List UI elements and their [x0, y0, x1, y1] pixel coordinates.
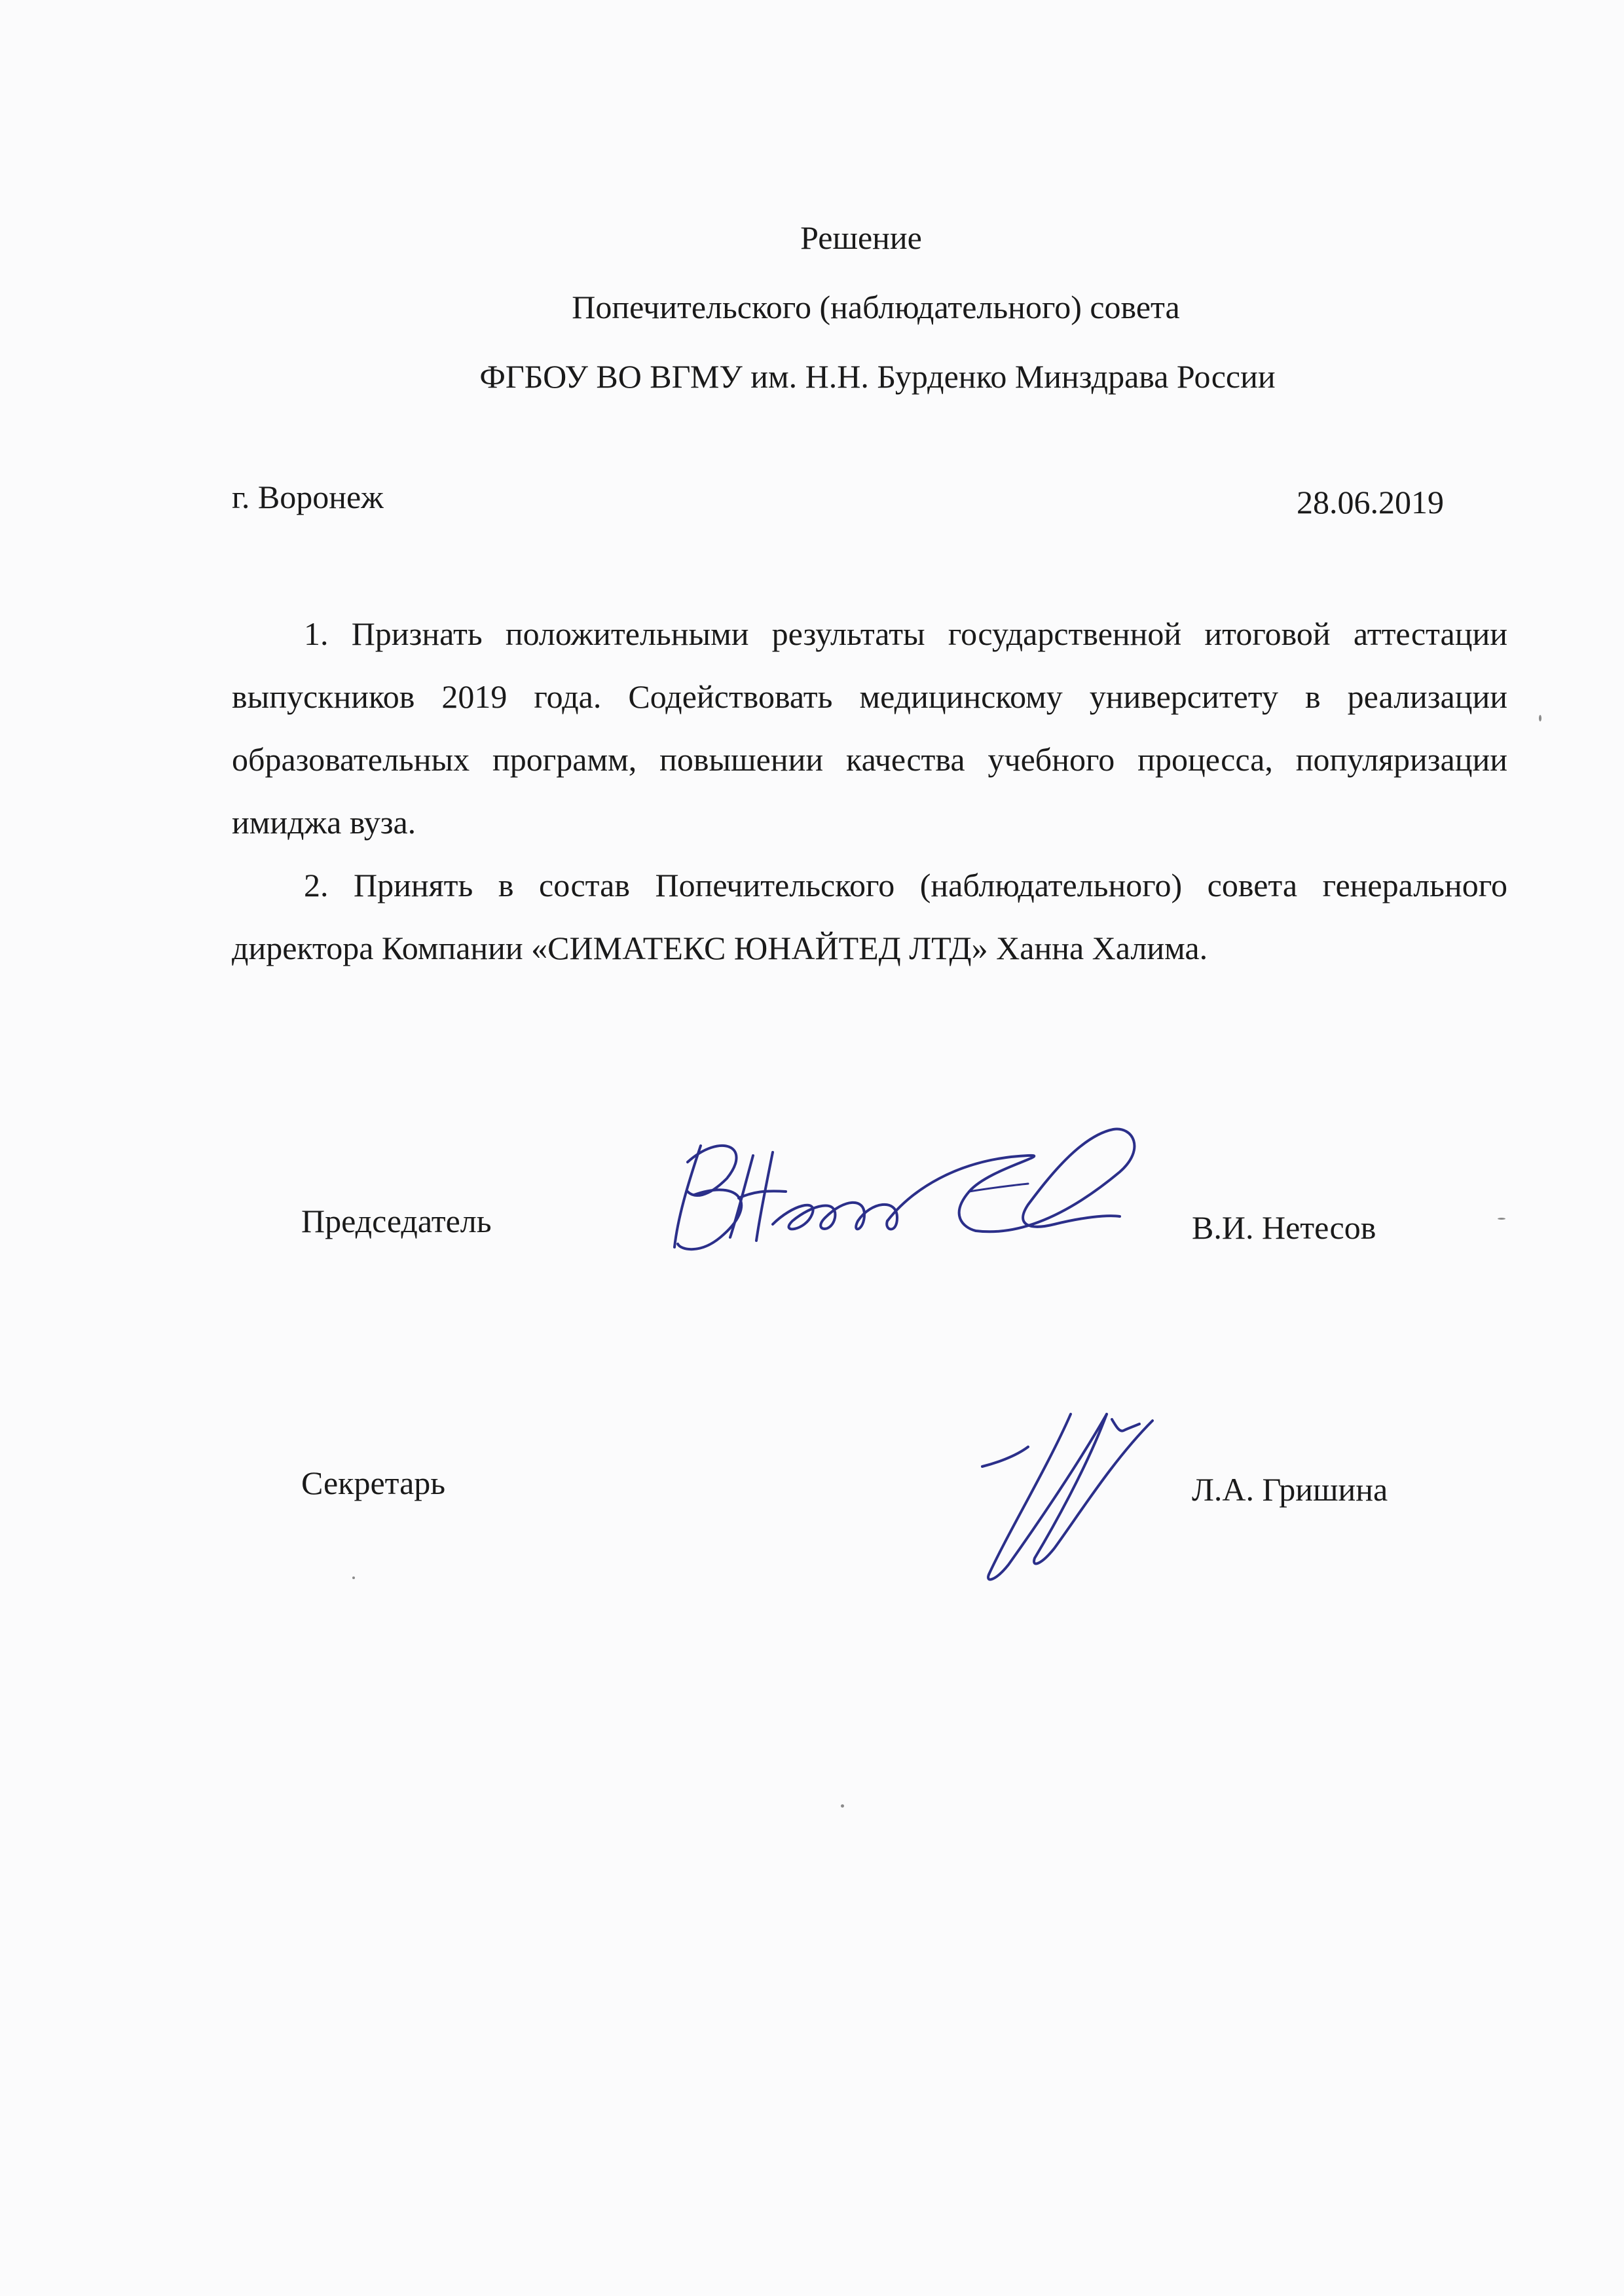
document-city: г. Воронеж — [232, 479, 384, 515]
heading-council: Попечительского (наблюдательного) совета — [572, 289, 1180, 325]
chairman-name: В.И. Нетесов — [1192, 1209, 1376, 1246]
chairman-signature — [661, 1106, 1159, 1277]
document-heading — [0, 203, 1624, 411]
decision-body — [232, 602, 1507, 979]
scan-speck — [1539, 715, 1541, 721]
scan-speck — [841, 1804, 844, 1808]
heading-title: Решение — [800, 219, 922, 256]
decision-item-2: 2. Принять в состав Попечительского (наблюдательного) совета генерального директора Компании «СИМАТЕКС ЮНАЙТЕД ЛТД» Ханна Халима. — [232, 867, 1507, 966]
secretary-role: Секретарь — [301, 1465, 446, 1501]
secretary-name: Л.А. Гришина — [1192, 1471, 1388, 1508]
scan-speck — [1498, 1218, 1505, 1220]
chairman-role: Председатель — [301, 1203, 492, 1239]
scan-speck — [352, 1576, 355, 1579]
document-date: 28.06.2019 — [1297, 484, 1444, 520]
heading-organization: ФГБОУ ВО ВГМУ им. Н.Н. Бурденко Минздрава России — [479, 358, 1276, 395]
decision-item-1: 1. Признать положительными результаты государственной итоговой аттестации выпускников 2019 года. Содействовать медицинскому университету в реализации образовательных программ, повышении качества учебного процесса, популяризации имиджа вуза. — [232, 615, 1507, 841]
secretary-signature — [956, 1401, 1179, 1591]
